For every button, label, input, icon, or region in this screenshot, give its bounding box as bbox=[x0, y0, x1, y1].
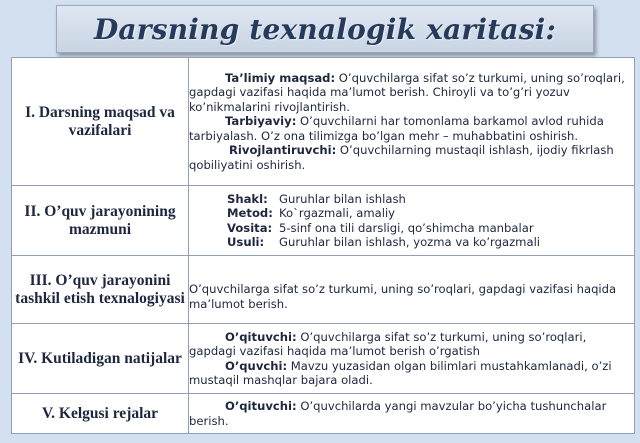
item-label: O’qituvchi: bbox=[225, 399, 297, 413]
item-text: O’quvchilarga sifat so’z turkumi, uning so’roqlari, gapdagi vazifasi haqida ma’lumot berish. Chiroyli va to’g’ri yozuv ko’nikmalarini rivojlantirish. bbox=[189, 70, 625, 114]
list-item bbox=[189, 71, 634, 115]
table-row bbox=[12, 256, 635, 324]
item-label: Usuli: bbox=[227, 235, 265, 249]
item-text: Guruhlar bilan ishlash, yozma va ko’rgazmali bbox=[279, 235, 541, 249]
list-item bbox=[189, 359, 634, 388]
item-label: Rivojlantiruvchi: bbox=[229, 143, 337, 158]
method-list bbox=[189, 192, 634, 250]
table-row bbox=[12, 324, 635, 394]
item-label: O’quvchi: bbox=[225, 358, 288, 373]
row-heading: III. O’quv jarayonini tashkil etish texnalogiyasi bbox=[12, 256, 189, 324]
technological-map-table bbox=[11, 57, 635, 434]
row-content bbox=[189, 256, 635, 324]
list-item bbox=[189, 114, 634, 143]
table-row bbox=[12, 58, 635, 186]
row-heading: II. O’quv jarayonining mazmuni bbox=[12, 186, 189, 256]
table-row bbox=[12, 394, 635, 434]
item-label: Metod: bbox=[227, 206, 273, 220]
row-heading: V. Kelgusi rejalar bbox=[12, 394, 189, 434]
item-text: O’quvchilarni har tomonlama barkamol avlod ruhida tarbiyalash. O’z ona tilimizga bo’lgan mehr – muhabbatini oshirish. bbox=[189, 114, 604, 143]
row-content bbox=[189, 394, 635, 434]
item-text: Guruhlar bilan ishlash bbox=[279, 191, 406, 206]
row-content bbox=[189, 186, 635, 256]
list-item bbox=[189, 143, 634, 172]
item-text: Ko`rgazmali, amaliy bbox=[279, 206, 396, 220]
item-label: Tarbiyaviy: bbox=[225, 114, 297, 129]
list-item bbox=[189, 330, 634, 359]
page-title: Darsning texnalogik xaritasi: bbox=[93, 12, 557, 46]
list-item bbox=[189, 399, 634, 428]
item-text: 5-sinf ona tili darsligi, qo’shimcha manbalar bbox=[279, 220, 534, 235]
row-content bbox=[189, 58, 635, 186]
item-label: Ta’limiy maqsad: bbox=[225, 70, 336, 85]
table-row bbox=[12, 186, 635, 256]
row-heading: IV. Kutiladigan natijalar bbox=[12, 324, 189, 394]
item-label: O’qituvchi: bbox=[225, 329, 297, 344]
item-text: O’quvchilarning mustaqil ishlash, ijodiy fikrlash qobiliyatini oshirish. bbox=[189, 143, 614, 172]
item-label: Vosita: bbox=[227, 220, 273, 235]
row-content bbox=[189, 324, 635, 394]
item-text: O’quvchilarda yangi mavzular bo’yicha tushunchalar berish. bbox=[189, 399, 607, 428]
item-text: O’quvchilarga sifat so’z turkumi, uning so’roqlari, gapdagi vazifasi haqida ma’lumot berish o’rgatish bbox=[189, 329, 587, 358]
row-heading: I. Darsning maqsad va vazifalari bbox=[12, 58, 189, 186]
item-text: O’quvchilarga sifat so’z turkumi, uning so’roqlari, gapdagi vazifasi haqida ma’lumot berish. bbox=[189, 282, 617, 311]
item-label: Shakl: bbox=[227, 191, 268, 206]
title-banner bbox=[56, 5, 594, 53]
item-text: Mavzu yuzasidan olgan bilimlari mustahkamlanadi, o’zi mustaqil mashqlar bajara oladi. bbox=[189, 358, 612, 387]
